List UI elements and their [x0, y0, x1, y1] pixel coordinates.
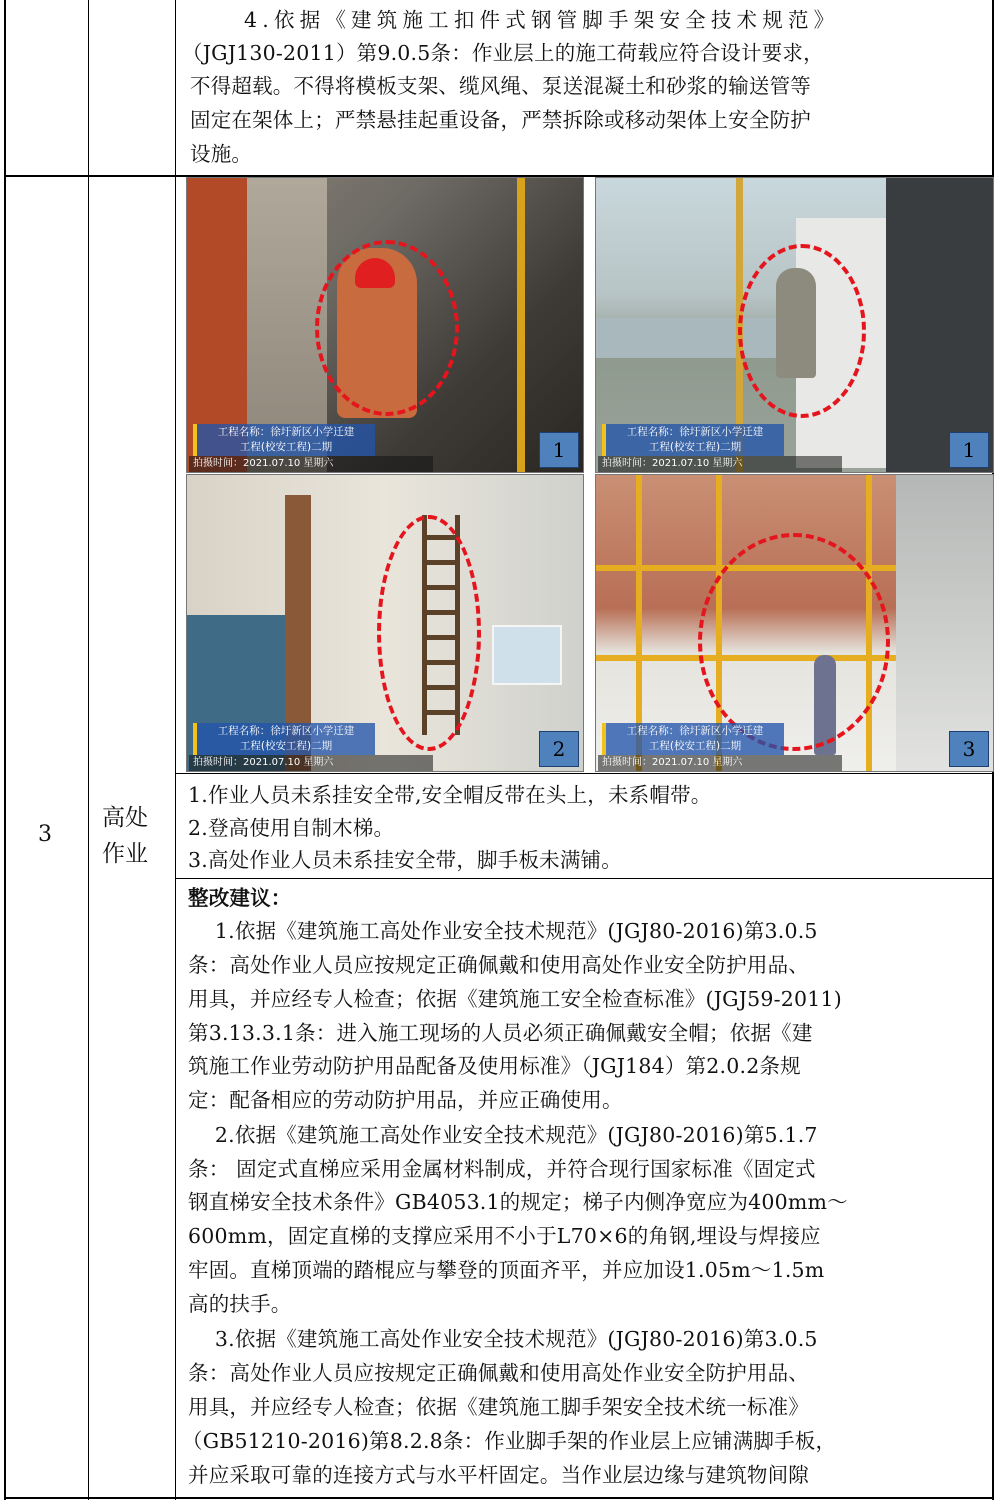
clause-line: （JGJ130-2011）第9.0.5条：作业层上的施工荷载应符合设计要求，	[182, 41, 824, 65]
advice-line: 条： 固定式直梯应采用金属材料制成，并符合现行国家标准《固定式	[188, 1157, 816, 1181]
issue-item: 1.作业人员未系挂安全带,安全帽反带在头上，未系帽带。	[188, 783, 712, 807]
site-photo-1	[186, 177, 584, 473]
row-number: 3	[38, 822, 52, 847]
clause-line: 设施。	[190, 142, 253, 166]
photo-caption: 工程名称：徐圩新区小学迁建 工程(校安工程)二期	[193, 424, 375, 456]
column-divider-1	[88, 0, 89, 1500]
shoot-time: 拍摄时间：2021.07.10 星期六	[598, 456, 842, 472]
clause-line: 固定在架体上；严禁悬挂起重设备，严禁拆除或移动架体上安全防护	[190, 108, 811, 132]
advice-line: 条：高处作业人员应按规定正确佩戴和使用高处作业安全防护用品、	[188, 953, 809, 977]
issue-item: 3.高处作业人员未系挂安全带，脚手板未满铺。	[188, 848, 622, 872]
advice-line: 600mm，固定直梯的支撑应采用不小于L70×6的角钢,埋设与焊接应	[188, 1224, 821, 1248]
advice-line: 牢固。直梯顶端的踏棍应与攀登的顶面齐平，并应加设1.05m～1.5m	[188, 1258, 825, 1282]
site-photo-3	[186, 474, 584, 772]
photo-caption: 工程名称：徐圩新区小学迁建 工程(校安工程)二期	[602, 424, 784, 456]
advice-line: 1.依据《建筑施工高处作业安全技术规范》(JGJ80-2016)第3.0.5	[188, 919, 818, 943]
shoot-time: 拍摄时间：2021.07.10 星期六	[189, 456, 433, 472]
highlight-circle	[698, 533, 890, 751]
advice-line: 3.依据《建筑施工高处作业安全技术规范》(JGJ80-2016)第3.0.5	[188, 1327, 818, 1351]
advice-line: 筑施工作业劳动防护用品配备及使用标准》（JGJ184）第2.0.2条规	[188, 1054, 801, 1078]
clause-line: 不得超载。不得将模板支架、缆风绳、泵送混凝土和砂浆的输送管等	[190, 74, 811, 98]
advice-line: 第3.13.3.1条：进入施工现场的人员必须正确佩戴安全帽；依据《建	[188, 1021, 813, 1045]
advice-line: 高的扶手。	[188, 1292, 292, 1316]
scaffold-pole	[517, 178, 525, 472]
photo-badge: 3	[949, 731, 989, 767]
highlight-circle	[738, 244, 866, 418]
advice-line: 用具，并应经专人检查；依据《建筑施工安全检查标准》(JGJ59-2011)	[188, 987, 842, 1011]
advice-line: 并应采取可靠的连接方式与水平杆固定。当作业层边缘与建筑物间隙	[188, 1463, 809, 1487]
issues-bottom-divider	[175, 878, 994, 879]
table-border-left	[4, 0, 6, 1500]
category-line-2: 作业	[102, 841, 148, 867]
window	[492, 625, 562, 685]
advice-line: 2.依据《建筑施工高处作业安全技术规范》(JGJ80-2016)第5.1.7	[188, 1123, 818, 1147]
photos-bottom-divider	[175, 773, 994, 774]
issue-item: 2.登高使用自制木梯。	[188, 816, 395, 840]
column-divider-2	[175, 0, 176, 1500]
advice-line: （GB51210-2016)第8.2.8条：作业脚手架的作业层上应铺满脚手板，	[182, 1429, 837, 1453]
site-photo-4	[595, 474, 994, 772]
window-frame	[886, 178, 993, 472]
site-photo-2	[595, 177, 994, 473]
photo-badge: 2	[539, 731, 579, 767]
advice-title: 整改建议：	[188, 886, 292, 910]
shoot-time: 拍摄时间：2021.07.10 星期六	[598, 755, 842, 771]
photo-badge: 1	[539, 432, 579, 468]
photo-badge: 1	[949, 432, 989, 468]
category-line-1: 高处	[102, 805, 148, 831]
building-column	[896, 475, 993, 771]
advice-line: 条：高处作业人员应按规定正确佩戴和使用高处作业安全防护用品、	[188, 1361, 809, 1385]
table-border-bottom	[4, 1497, 994, 1499]
advice-line: 定：配备相应的劳动防护用品，并应正确使用。	[188, 1088, 623, 1112]
photo-caption: 工程名称：徐圩新区小学迁建 工程(校安工程)二期	[602, 723, 784, 755]
photo-caption: 工程名称：徐圩新区小学迁建 工程(校安工程)二期	[193, 723, 375, 755]
highlight-circle	[377, 515, 481, 751]
clause-line: 4.依据《建筑施工扣件式钢管脚手架安全技术规范》	[244, 8, 840, 32]
highlight-circle	[315, 240, 459, 416]
advice-line: 用具，并应经专人检查；依据《建筑施工脚手架安全技术统一标准》	[188, 1395, 809, 1419]
shoot-time: 拍摄时间：2021.07.10 星期六	[189, 755, 433, 771]
advice-line: 钢直梯安全技术条件》GB4053.1的规定；梯子内侧净宽应为400mm～	[188, 1190, 848, 1214]
